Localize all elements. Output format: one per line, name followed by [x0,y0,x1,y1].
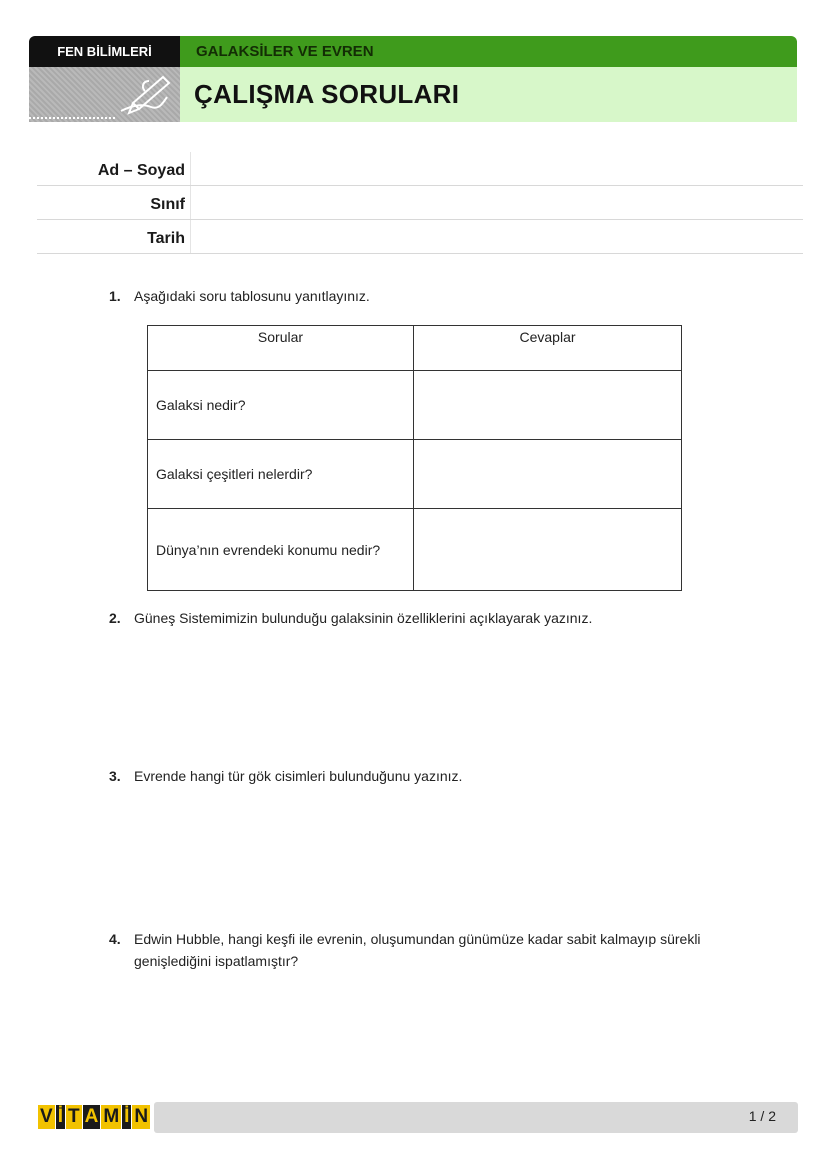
logo-letter: N [134,1105,149,1127]
logo-letter: İ [57,1105,63,1127]
header-answers: Cevaplar [414,326,682,371]
table-question-cell: Galaksi çeşitleri nelerdir? [148,440,414,509]
pen-writing-icon [29,67,180,122]
question-2 [109,607,769,629]
table-answer-cell[interactable] [414,440,682,509]
subject-label: FEN BİLİMLERİ [29,36,180,67]
name-field[interactable] [190,152,803,185]
question-number: 4. [109,931,121,947]
question-1 [109,285,729,307]
table-question-cell: Dünya’nın evrendeki konumu nedir? [148,509,414,591]
logo-letter: M [103,1105,120,1127]
info-row-name [37,152,803,186]
question-4 [109,928,724,972]
table-header-row [148,326,682,371]
page-number: 1 / 2 [748,1108,776,1124]
table-row [148,440,682,509]
date-label: Tarih [147,230,185,247]
footer [38,1100,798,1133]
vitamin-logo [38,1100,151,1133]
info-row-date [37,220,803,254]
footer-bar [154,1102,798,1133]
qa-table [147,325,682,591]
question-text: Aşağıdaki soru tablosunu yanıtlayınız. [134,288,370,304]
table-row [148,509,682,591]
header-questions: Sorular [148,326,414,371]
table-row [148,371,682,440]
student-info [37,152,803,254]
logo-letter: V [40,1105,53,1127]
pen-writing-icon-graphic [29,67,180,122]
dotted-line [29,117,115,119]
question-number: 3. [109,768,121,784]
logo-letter: İ [124,1105,130,1127]
logo-letter: A [84,1105,99,1127]
table-question-cell: Galaksi nedir? [148,371,414,440]
question-3 [109,765,729,787]
question-number: 2. [109,610,121,626]
date-field[interactable] [190,220,803,253]
info-row-class [37,186,803,220]
table-answer-cell[interactable] [414,371,682,440]
table-answer-cell[interactable] [414,509,682,591]
question-text: Edwin Hubble, hangi keşfi ile evrenin, oluşumundan günümüze kadar sabit kalmayıp sürekli genişlediğini ispatlamıştır? [134,931,701,969]
worksheet-title: ÇALIŞMA SORULARI [180,67,797,122]
class-field[interactable] [190,186,803,219]
topic-label: GALAKSİLER VE EVREN [180,36,797,67]
logo-letter: T [67,1105,80,1127]
class-label: Sınıf [150,196,185,213]
question-number: 1. [109,288,121,304]
name-label: Ad – Soyad [97,162,185,179]
worksheet-header [29,36,797,122]
question-text: Evrende hangi tür gök cisimleri bulunduğunu yazınız. [134,768,463,784]
question-text: Güneş Sistemimizin bulunduğu galaksinin özelliklerini açıklayarak yazınız. [134,610,593,626]
